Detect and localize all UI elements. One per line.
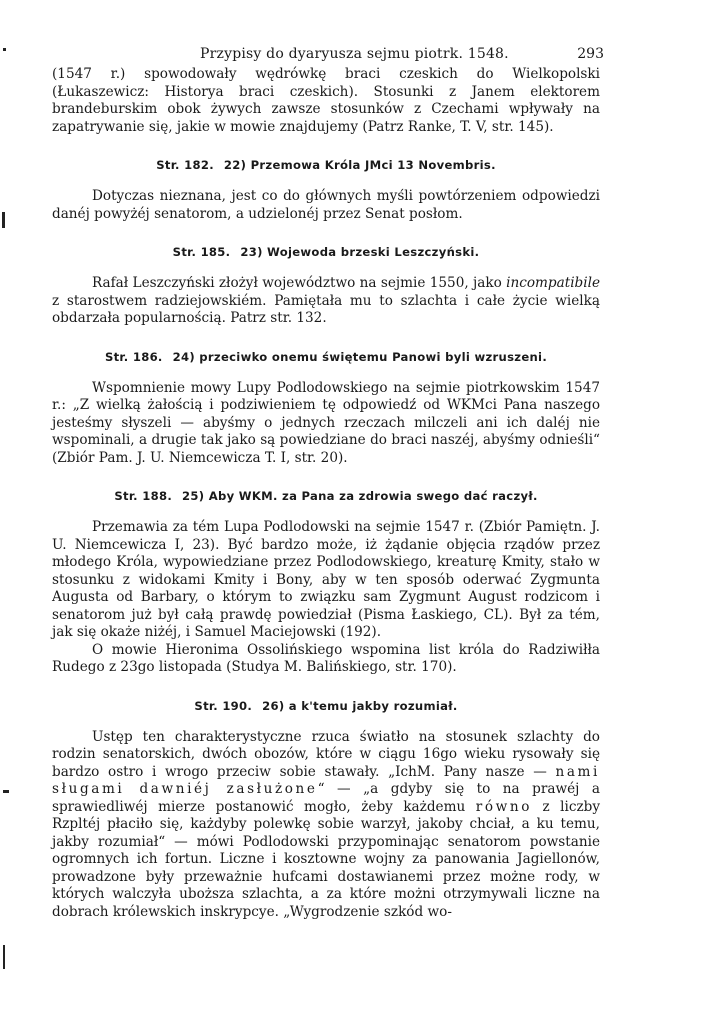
section-heading — [52, 489, 600, 503]
margin-mark — [3, 945, 5, 969]
paragraph-text: z liczby Rzpltéj płaciło się, każdyby polewkę sobie warzył, jakoby chciał, a ku temu, jakby rozumiał“ — mówi Podlodowski przypominając senatorom powstanie ogromnych ich fortun. Liczne i kosztowne wojny za panowania Jagiellonów, prowadzone były przeważnie hufcami dostawianemi przez możne rody, w których walczyła uboższa szlachta, a za które możni otrzymywali liczne na dobrach królewskich inskrypcye. „Wygrodzenie szkód wo- — [52, 798, 600, 920]
section-paragraph: Przemawia za tém Lupa Podlodowski na sejmie 1547 r. (Zbiór Pamiętn. J. U. Niemcewicza I, 23). Być bardzo może, iż żądanie objęcia rządów przez młodego Króla, wypowiedziane przez Podlodowskiego, kreaturę Kmity, stało w stosunku z widokami Kmity i Bony, aby w ten sposób oderwać Zygmunta Augusta od Barbary, o którym to związku sam Zygmunt August rodzicom i senatorom już był całą prawdę powiedział (Pisma Łaskiego, CL). Był za tém, jak się okaże niżéj, i Samuel Maciejowski (192). — [52, 519, 600, 640]
section-title: 25) Aby WKM. za Pana za zdrowia swego dać raczył. — [182, 489, 538, 503]
section-paragraph: O mowie Hieronima Ossolińskiego wspomina list króla do Radziwiłła Rudego z 23go listopada (Studya M. Balińskiego, str. 170). — [52, 641, 600, 675]
section-ref: Str. 182. — [156, 158, 214, 172]
section-title: 24) przeciwko onemu świętemu Panowi byli wzruszeni. — [172, 349, 548, 364]
section-paragraph — [52, 729, 600, 922]
section-paragraph: Wspomnienie mowy Lupy Podlodowskiego na sejmie piotrkowskim 1547 r.: „Z wielką żałością i podziwieniem tę odpowiedź od WKMci Pana naszego jesteśmy słyszeli — abyśmy o jednych rzeczach milczeli ani ich daléj nie wspominali, a drugie tak jako są powiedziane do braci naszéj, abyśmy odnieśli“ (Zbiór Pam. J. U. Niemcewicza T. I, str. 20). — [52, 379, 600, 466]
margin-mark — [2, 212, 5, 228]
section-ref: Str. 185. — [172, 245, 231, 259]
margin-mark — [3, 48, 6, 51]
page-number: 293 — [577, 46, 604, 62]
section-heading — [52, 350, 600, 364]
spaced-emphasis: nami sługami dawniéj zasłużone — [52, 763, 600, 797]
section-title: 23) Wojewoda brzeski Leszczyński. — [240, 245, 480, 259]
section-heading — [52, 699, 600, 713]
paragraph-text: “ — „a gdyby się to na prawéj a sprawiedliwéj mierze postanowić mogło, żeby każdemu — [52, 781, 600, 815]
running-title: Przypisy do dyaryusza sejmu piotrk. 1548. — [200, 46, 509, 62]
section-paragraph: Dotyczas nieznana, jest co do głównych myśli powtórzeniem odpowiedzi danéj powyżéj senatorom, a udzielonéj przez Senat posłom. — [52, 188, 600, 222]
page-content — [52, 38, 604, 921]
section-title: 26) a k'temu jakby rozumiał. — [262, 698, 458, 713]
section-ref: Str. 186. — [104, 349, 163, 364]
section-ref: Str. 188. — [114, 489, 173, 503]
section-title: 22) Przemowa Króla JMci 13 Novembris. — [223, 158, 496, 172]
italic-term: incompatibile — [506, 275, 600, 291]
paragraph-text: z starostwem radziejowskiém. Pamiętała mu to szlachta i całe życie wielką obdarzała popularnością. Patrz str. 132. — [52, 292, 600, 326]
section-ref: Str. 190. — [194, 698, 253, 713]
paragraph-text: Ustęp ten charakterystyczne rzuca światło na stosunek szlachty do rodzin senatorskich, dwóch obozów, które w ciągu 16go wieku rysowały się bardzo ostro i wrogo przeciw sobie stawały. „IchM. Pany nasze — — [52, 728, 600, 780]
section-heading — [52, 158, 600, 172]
intro-paragraph: (1547 r.) spowodowały wędrówkę braci czeskich do Wielkopolski (Łukaszewicz: Historya braci czeskich). Stosunki z Janem elektorem brandeburskim obok żywych zawsze stosunków z Czechami wpływały na zapatrywanie się, jakie w mowie znajdujemy (Patrz Ranke, T. V, str. 145). — [52, 66, 600, 135]
paragraph-text: Rafał Leszczyński złożył województwo na sejmie 1550, jako — [92, 275, 507, 291]
spaced-emphasis: równo — [475, 798, 532, 815]
margin-mark — [3, 790, 9, 793]
section-paragraph — [52, 275, 600, 328]
running-head — [52, 38, 604, 66]
section-heading — [52, 245, 600, 259]
